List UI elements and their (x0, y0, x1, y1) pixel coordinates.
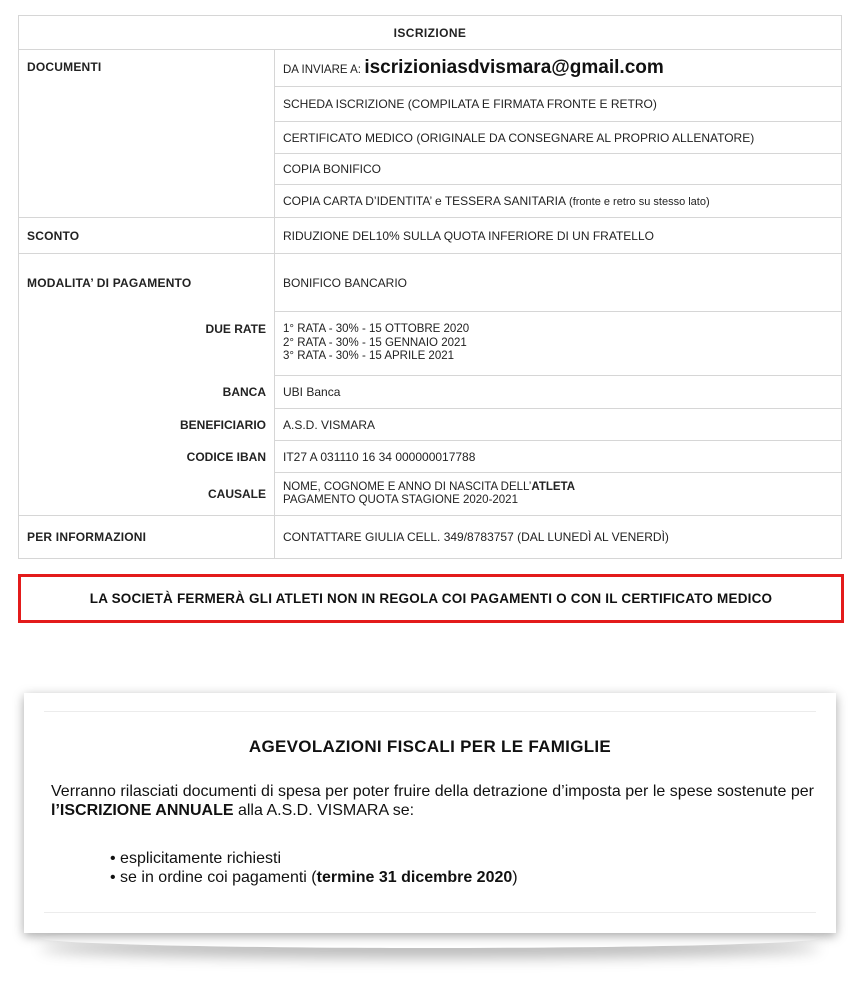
causale-line-2: PAGAMENTO QUOTA STAGIONE 2020-2021 (283, 494, 518, 506)
causale-bold: ATLETA (531, 480, 576, 493)
doc-item-note: (fronte e retro su stesso lato) (565, 196, 710, 208)
bullet-item (110, 868, 518, 887)
bullet-icon: • (110, 850, 116, 867)
card-content (44, 711, 816, 913)
rate-list (275, 312, 842, 376)
banca-label: BANCA (19, 376, 275, 409)
doc-item-main: COPIA CARTA D’IDENTITA’ e TESSERA SANITARIA (283, 194, 566, 208)
beneficiario-label: BENEFICIARIO (19, 409, 275, 441)
sconto-label: SCONTO (19, 218, 275, 254)
bullet-icon: • (110, 869, 116, 886)
warning-box: LA SOCIETÀ FERMERÀ GLI ATLETI NON IN REGOLA COI PAGAMENTI O CON IL CERTIFICATO MEDICO (18, 574, 844, 623)
bullet-bold: termine 31 dicembre 2020 (316, 869, 513, 886)
table-title: ISCRIZIONE (19, 16, 842, 50)
card-title: AGEVOLAZIONI FISCALI PER LE FAMIGLIE (248, 737, 612, 756)
doc-item (275, 185, 842, 218)
email-address: iscrizioniasdvismara@gmail.com (364, 57, 664, 78)
bullet-text-end: ) (512, 869, 518, 886)
doc-item: SCHEDA ISCRIZIONE (COMPILATA E FIRMATA FRONTE E RETRO) (275, 87, 842, 122)
due-rate-label: DUE RATE (19, 312, 275, 376)
pagamento-value: BONIFICO BANCARIO (275, 254, 842, 312)
bullet-text: esplicitamente richiesti (115, 850, 282, 867)
beneficiario-value: A.S.D. VISMARA (275, 409, 842, 441)
rata-line: 2° RATA - 30% - 15 GENNAIO 2021 (283, 336, 467, 349)
doc-item: CERTIFICATO MEDICO (ORIGINALE DA CONSEGNARE AL PROPRIO ALLENATORE) (275, 122, 842, 154)
causale-prefix: NOME, COGNOME E ANNO DI NASCITA DELL’ (283, 480, 532, 493)
info-value: CONTATTARE GIULIA CELL. 349/8783757 (DAL LUNEDÌ AL VENERDÌ) (275, 516, 842, 559)
card-body (51, 782, 814, 820)
rata-line: 1° RATA - 30% - 15 OTTOBRE 2020 (283, 323, 470, 336)
causale-value (275, 473, 842, 516)
card-body-prefix: Verranno rilasciati documenti di spesa per poter fruire della detrazione d’imposta per le spese sostenute per (51, 783, 814, 800)
bullet-text: se in ordine coi pagamenti ( (115, 869, 317, 886)
rata-line: 3° RATA - 30% - 15 APRILE 2021 (283, 350, 455, 363)
banca-value: UBI Banca (275, 376, 842, 409)
causale-line-1 (283, 481, 833, 495)
documenti-label: DOCUMENTI (19, 50, 275, 218)
sconto-value: RIDUZIONE DEL10% SULLA QUOTA INFERIORE DI UN FRATELLO (275, 218, 842, 254)
bullet-item (110, 849, 518, 868)
causale-label: CAUSALE (19, 473, 275, 516)
card-body-suffix: alla A.S.D. VISMARA se: (233, 802, 415, 819)
registration-table (18, 15, 842, 559)
bullet-list (110, 849, 518, 887)
info-label: PER INFORMAZIONI (19, 516, 275, 559)
doc-item: COPIA BONIFICO (275, 154, 842, 185)
email-row (275, 50, 842, 87)
send-prefix: DA INVIARE A: (283, 64, 361, 76)
pagamento-label: MODALITA’ DI PAGAMENTO (19, 254, 275, 312)
card-body-bold: l’ISCRIZIONE ANNUALE (51, 802, 234, 819)
iban-value: IT27 A 031110 16 34 000000017788 (275, 441, 842, 473)
tax-benefits-card (24, 693, 836, 933)
iban-label: CODICE IBAN (19, 441, 275, 473)
